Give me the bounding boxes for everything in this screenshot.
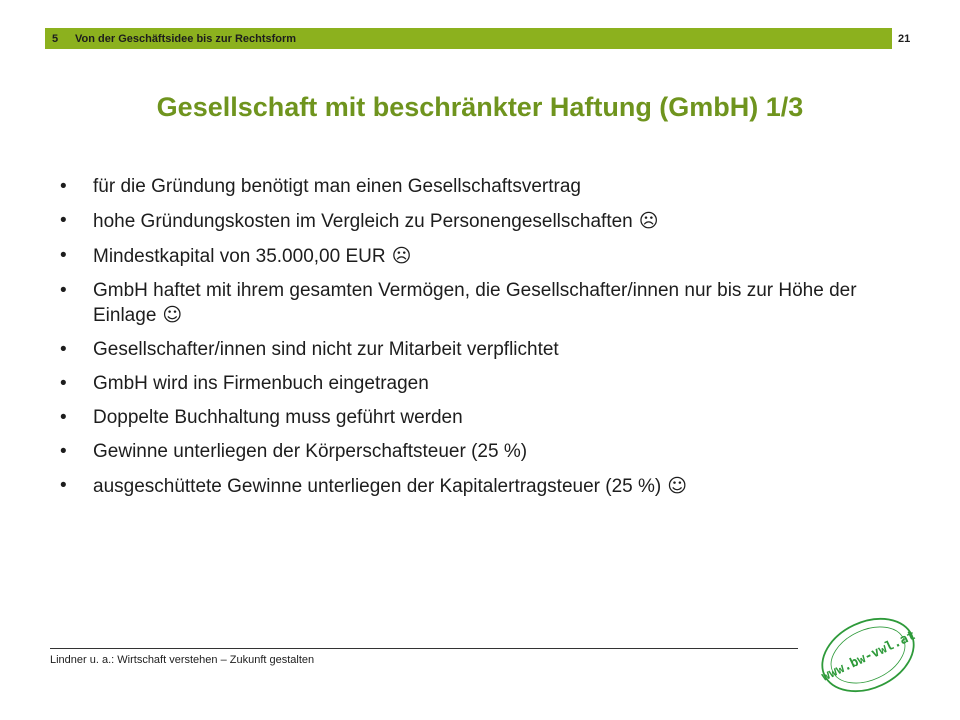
stamp-text: www.bw-vwl.at bbox=[819, 628, 918, 685]
page-number: 21 bbox=[898, 33, 911, 45]
bullet-text: Gesellschafter/innen sind nicht zur Mitarbeit verpflichtet bbox=[93, 339, 559, 360]
bullet-dot: • bbox=[60, 176, 67, 197]
bullet-dot: • bbox=[60, 210, 67, 231]
smiley-sad-icon: ☹ bbox=[638, 210, 659, 232]
bullet-item bbox=[60, 175, 900, 199]
website-stamp-logo bbox=[812, 610, 924, 700]
smiley-happy-icon: ☺ bbox=[667, 475, 688, 497]
bullet-item bbox=[60, 209, 900, 234]
bullet-dot: • bbox=[60, 280, 67, 301]
bullet-text: Doppelte Buchhaltung muss geführt werden bbox=[93, 407, 463, 428]
smiley-sad-icon: ☹ bbox=[391, 245, 412, 267]
bullet-item bbox=[60, 406, 900, 430]
bullet-dot: • bbox=[60, 441, 67, 462]
bullet-dot: • bbox=[60, 475, 67, 496]
bullet-dot: • bbox=[60, 407, 67, 428]
bullet-dot: • bbox=[60, 245, 67, 266]
bullet-item bbox=[60, 279, 900, 328]
bullet-text: ausgeschüttete Gewinne unterliegen der Kapitalertragsteuer (25 %) bbox=[93, 476, 662, 497]
bullet-text: GmbH haftet mit ihrem gesamten Vermögen, die Gesellschafter/innen nur bis zur Höhe der Einlage bbox=[93, 280, 857, 326]
slide-title: Gesellschaft mit beschränkter Haftung (GmbH) 1/3 bbox=[156, 92, 804, 122]
bullet-text: GmbH wird ins Firmenbuch eingetragen bbox=[93, 373, 429, 394]
smiley-happy-icon: ☺ bbox=[162, 304, 183, 326]
bullet-text: Mindestkapital von 35.000,00 EUR bbox=[93, 246, 386, 267]
footer-divider bbox=[50, 648, 798, 649]
chapter-number: 5 bbox=[52, 33, 59, 45]
bullet-item bbox=[60, 474, 900, 499]
bullet-item bbox=[60, 372, 900, 396]
bullet-text: hohe Gründungskosten im Vergleich zu Personengesellschaften bbox=[93, 211, 633, 232]
chapter-title: Von der Geschäftsidee bis zur Rechtsform bbox=[75, 33, 297, 45]
bullet-item bbox=[60, 440, 900, 464]
bullet-text: Gewinne unterliegen der Körperschaftsteuer (25 %) bbox=[93, 441, 528, 462]
bullet-list bbox=[60, 175, 900, 509]
bullet-text: für die Gründung benötigt man einen Gesellschaftsvertrag bbox=[93, 176, 581, 197]
bullet-dot: • bbox=[60, 373, 67, 394]
bullet-dot: • bbox=[60, 339, 67, 360]
bullet-item bbox=[60, 338, 900, 362]
footer-citation: Lindner u. a.: Wirtschaft verstehen – Zukunft gestalten bbox=[50, 654, 315, 666]
bullet-item bbox=[60, 244, 900, 269]
